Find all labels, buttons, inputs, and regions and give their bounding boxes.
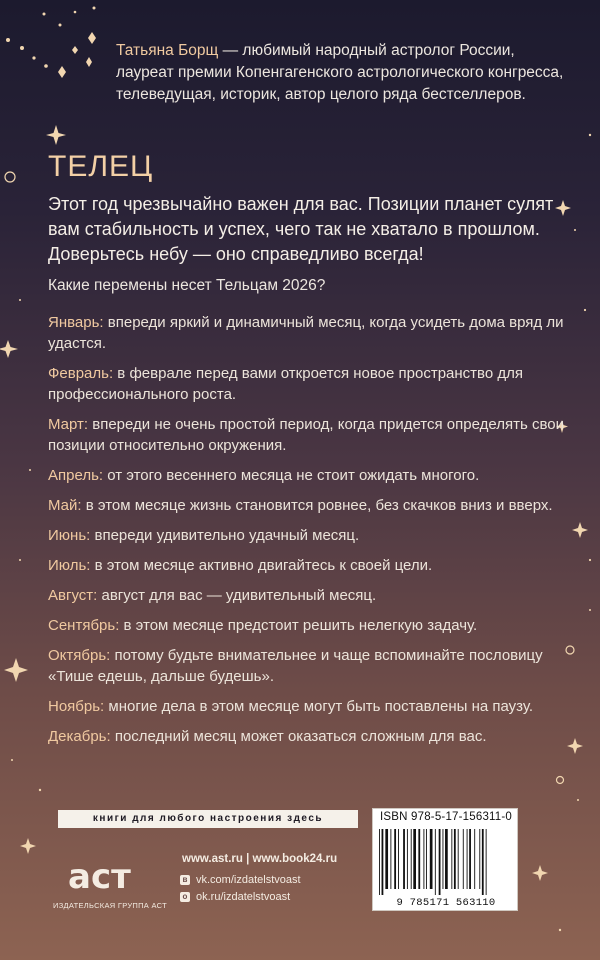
month-description: в этом месяце предстоит решить нелегкую задачу. (119, 617, 478, 634)
month-forecast-item (48, 414, 568, 456)
barcode-bar (390, 829, 391, 889)
barcode-bar (430, 829, 433, 889)
website-links[interactable]: www.ast.ru | www.book24.ru (182, 853, 338, 865)
intro-text: Этот год чрезвычайно важен для вас. Позиции планет сулят вам стабильность и успех, чего так не хватало в прошлом. Доверьтесь небу — оно справедливо всегда! (48, 194, 554, 264)
month-description: в этом месяце активно двигайтесь к своей цели. (90, 557, 433, 574)
month-name: Октябрь: (48, 647, 111, 664)
vk-link-text: vk.com/izdatelstvoast (196, 874, 301, 886)
month-forecast-item (48, 312, 568, 354)
barcode-bar (479, 829, 480, 889)
barcode-bar (398, 829, 399, 889)
author-bio (116, 40, 576, 106)
month-description: последний месяц может оказаться сложным для вас. (110, 728, 487, 745)
month-forecast-item (48, 525, 568, 546)
barcode-bar (439, 829, 441, 895)
barcode-bar (435, 829, 436, 895)
month-forecast-item (48, 363, 568, 405)
ok-link[interactable] (180, 891, 290, 903)
month-name: Январь: (48, 314, 104, 331)
barcode-bar (423, 829, 424, 889)
monthly-forecast-list (48, 312, 568, 756)
month-forecast-item (48, 585, 568, 606)
month-description: потому будьте внимательнее и чаще вспоминайте пословицу «Тише едешь, дальше будешь». (48, 647, 543, 685)
month-name: Август: (48, 587, 98, 604)
barcode-bar (443, 829, 444, 889)
barcode-bar (482, 829, 484, 895)
ast-logo-text: аст (68, 857, 131, 897)
month-description: в феврале перед вами откроется новое пространство для профессионального роста. (48, 365, 523, 403)
barcode-bar (458, 829, 459, 889)
month-name: Май: (48, 497, 82, 514)
promo-banner: книги для любого настроения здесь (58, 810, 358, 828)
month-name: Февраль: (48, 365, 114, 382)
ok-link-text: ok.ru/izdatelstvoast (196, 891, 291, 903)
month-forecast-item (48, 465, 568, 486)
month-forecast-item (48, 645, 568, 687)
barcode-bar (474, 829, 475, 889)
barcode-bar (413, 829, 416, 889)
vk-icon: в (180, 875, 190, 885)
barcode-bar (403, 829, 405, 889)
barcode-bar (407, 829, 408, 889)
month-name: Ноябрь: (48, 698, 105, 715)
month-forecast-item (48, 615, 568, 636)
barcode-bar (445, 829, 448, 889)
author-name: Татьяна Борщ (116, 42, 219, 59)
isbn-barcode-box (372, 808, 518, 911)
month-forecast-item (48, 555, 568, 576)
month-description: впереди удивительно удачный месяц. (90, 527, 360, 544)
month-description: август для вас — удивительный месяц. (97, 587, 377, 604)
barcode-bar (451, 829, 452, 889)
month-forecast-item (48, 696, 568, 717)
month-description: в этом месяце жизнь становится ровнее, без скачков вниз и вверх. (81, 497, 553, 514)
barcode-bar (426, 829, 427, 889)
month-description: многие дела в этом месяце могут быть поставлены на паузу. (104, 698, 534, 715)
month-name: Сентябрь: (48, 617, 120, 634)
month-name: Апрель: (48, 467, 104, 484)
month-name: Март: (48, 416, 89, 433)
barcode-digits: 9 785171 563110 (396, 897, 496, 909)
isbn-number: ISBN 978-5-17-156311-0 (379, 811, 513, 823)
ok-icon: о (180, 892, 190, 902)
forecast-question: Какие перемены несет Тельцам 2026? (48, 277, 326, 294)
barcode-bar (382, 829, 384, 895)
barcode-bar (463, 829, 464, 889)
barcode-bar (418, 829, 420, 889)
month-description: впереди не очень простой период, когда придется определять свои позиции относительно окружения. (48, 416, 564, 454)
barcode-bar (469, 829, 471, 889)
barcode-bar (486, 829, 487, 895)
month-name: Июнь: (48, 527, 91, 544)
vk-link[interactable] (180, 874, 301, 886)
barcode-bar (379, 829, 380, 895)
month-forecast-item (48, 726, 568, 747)
month-forecast-item (48, 495, 568, 516)
month-description: от этого весеннего месяца не стоит ожидать многого. (103, 467, 480, 484)
barcode-bar (385, 829, 388, 889)
month-name: Июль: (48, 557, 91, 574)
ast-logo (60, 846, 170, 902)
barcode-bar (411, 829, 412, 889)
barcode-bar (454, 829, 456, 889)
publisher-name: ИЗДАТЕЛЬСКАЯ ГРУППА АСТ (53, 901, 167, 910)
barcode (379, 829, 513, 895)
zodiac-sign-title: ТЕЛЕЦ (48, 150, 154, 183)
author-description: — любимый народный астролог России, лауреат премии Копенгагенского астрологического конгресса, телеведущая, историк, автор целого ряда бестселлеров. (116, 42, 564, 103)
month-description: впереди яркий и динамичный месяц, когда усидеть дома вряд ли удастся. (48, 314, 564, 352)
barcode-bar (394, 829, 396, 889)
barcode-bar (467, 829, 468, 889)
month-name: Декабрь: (48, 728, 111, 745)
